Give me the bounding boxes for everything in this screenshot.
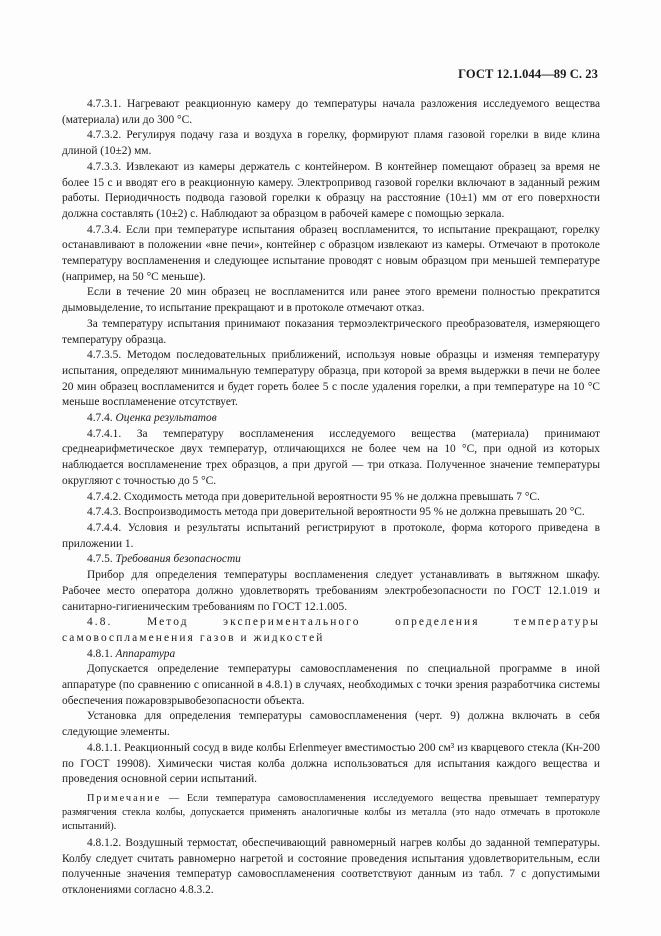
- note-text: — Если температура самовоспламенения исследуемого вещества превышает температуру размягчения стекла колбы, допускается применять аналогичные колбы из металла (это надо отмечать в протоколе испытаний).: [62, 792, 600, 832]
- paragraph: 4.7.3.4. Если при температуре испытания образец воспламенится, то испытание прекращают, горелку останавливают в положении «вне печи», контейнер с образцом извлекают из камеры. Отмечают в протоколе температуру воспламенения и следующее испытание проводят с новым образцом при меньшей температуре (например, на 50 °С меньше).: [62, 223, 600, 283]
- paragraph: 4.7.4.1. За температуру воспламенения исследуемого вещества (материала) принимают среднеарифметическое двух температур, отличающихся не более чем на 10 °С, при одной из которых наблюдается воспламенение трех образцов, а при другой — три отказа. Полученное значение температуры округляют с точностью до 5 °С.: [62, 427, 600, 487]
- paragraph: 4.8.1.1. Реакционный сосуд в виде колбы Erlenmeyer вместимостью 200 см³ из кварцевого стекла (Кн-200 по ГОСТ 19908). Химически чистая колба должна использоваться для испытания каждого вещества и проведения основной серии испытаний.: [62, 741, 600, 786]
- paragraph: 4.7.3.2. Регулируя подачу газа и воздуха в горелку, формируют пламя газовой горелки в виде клина длиной (10±2) мм.: [62, 129, 600, 158]
- paragraph: 4.7.3.3. Извлекают из камеры держатель с контейнером. В контейнер помещают образец за время не более 15 с и вводят его в реакционную камеру. Электропривод газовой горелки включают в заданный режим работы. Периодичность подвода газовой горелки к образцу на расстояние (10±1) мм от его поверхности должна составлять (10±2) с. Наблюдают за образцом в рабочей камере с помощью зеркала.: [62, 160, 600, 220]
- paragraph: За температуру испытания принимают показания термоэлектрического преобразователя, измеряющего температуру образца.: [62, 317, 600, 346]
- section-title: Оценка результатов: [115, 412, 217, 425]
- paragraph: 4.7.4.3. Воспроизводимость метода при доверительной вероятности 95 % не должна превышать 20 °С.: [87, 506, 585, 519]
- paragraph: Прибор для определения температуры воспламенения следует устанавливать в вытяжном шкафу. Рабочее место оператора должно удовлетворять требованиям электробезопасности по ГОСТ 12.1.019 и санитарно-гигиеническим требованиям по ГОСТ 12.1.005.: [62, 569, 600, 613]
- note: [62, 792, 600, 834]
- paragraph: 4.8.1.2. Воздушный термостат, обеспечивающий равномерный нагрев колбы до заданной температуры. Колбу следует считать равномерно нагретой и состояние проведения испытания удовлетворительным, если полученные значения температур самовоспламенения соответствуют данным из табл. 7 с допустимыми отклонениями согласно 4.8.3.2.: [62, 836, 600, 897]
- page-body: [62, 97, 600, 899]
- paragraph: Если в течение 20 мин образец не воспламенится или ранее этого времени полностью прекратится дымовыделение, то испытание прекращают и в протоколе отмечают отказ.: [62, 286, 600, 315]
- page-header: ГОСТ 12.1.044—89 С. 23: [458, 67, 598, 81]
- section-number: 4.8.1.: [87, 647, 113, 660]
- section-title: Требования безопасности: [115, 553, 241, 566]
- method-heading: 4.8. Метод экспериментального определения температуры самовоспламенения газов и жидкостей: [62, 616, 600, 644]
- paragraph: 4.7.4.4. Условия и результаты испытаний регистрируют в протоколе, форма которого приведена в приложении 1.: [62, 521, 600, 550]
- section-heading: [62, 552, 600, 568]
- section-heading: [62, 411, 600, 427]
- section-title: Аппаратура: [115, 647, 176, 660]
- note-label: Примечание: [87, 792, 162, 804]
- paragraph: Установка для определения температуры самовоспламенения (черт. 9) должна включать в себя следующие элементы.: [62, 710, 600, 739]
- section-heading: [62, 647, 600, 663]
- paragraph: Допускается определение температуры самовоспламенения по специальной программе в иной аппаратуре (по сравнению с описанной в 4.8.1) в случаях, необходимых с точки зрения разработчика системы обеспечения пожаровзрывобезопасности объекта.: [62, 663, 600, 707]
- section-number: 4.7.5.: [87, 553, 113, 566]
- paragraph: 4.7.4.2. Сходимость метода при доверительной вероятности 95 % не должна превышать 7 °С.: [87, 490, 540, 503]
- paragraph: 4.7.3.1. Нагревают реакционную камеру до температуры начала разложения исследуемого вещества (материала) или до 300 °С.: [62, 98, 600, 126]
- paragraph: 4.7.3.5. Методом последовательных приближений, используя новые образцы и изменяя температуру испытания, определяют минимальную температуру образца, при которой за время выдержки в печи не более 20 мин образец воспламенится и будет гореть более 5 с после удаления горелки, а при температуре на 10 °С меньше воспламенение отсутствует.: [62, 349, 600, 409]
- section-number: 4.7.4.: [87, 412, 113, 425]
